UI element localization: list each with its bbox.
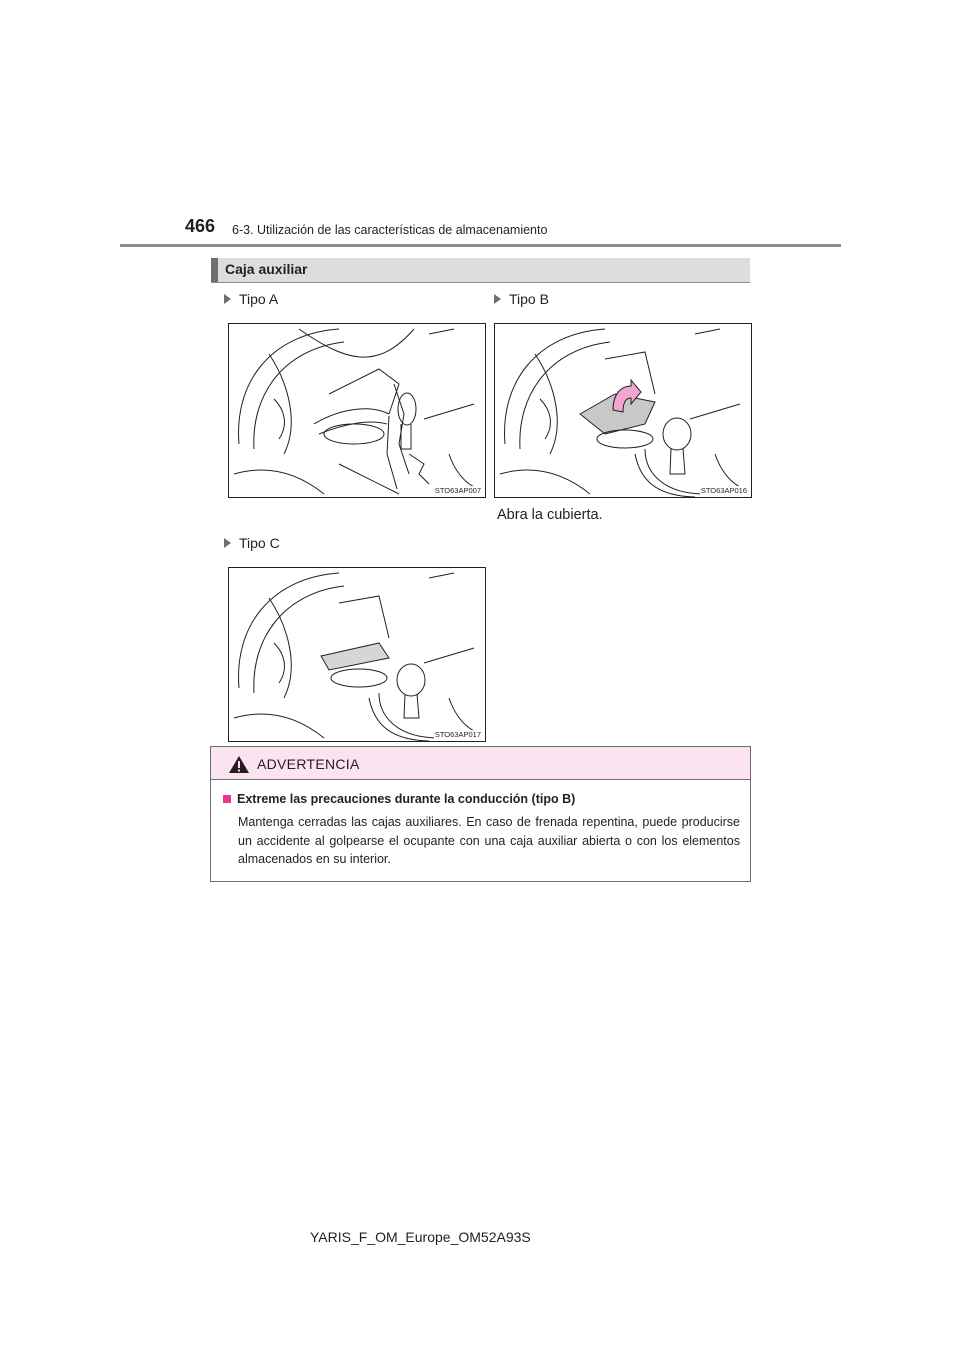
warning-title: ADVERTENCIA: [257, 756, 360, 772]
figure-caption: Abra la cubierta.: [497, 507, 603, 523]
figure-code: STO63AP016: [700, 486, 747, 495]
figure-tipo-a: [228, 323, 486, 498]
warning-box: [210, 746, 751, 882]
tipo-b-text: Tipo B: [509, 291, 549, 307]
section-title: 6-3. Utilización de las características de almacenamiento: [232, 223, 548, 237]
page-number: 466: [185, 216, 216, 236]
subsection-header: [211, 258, 750, 283]
warning-triangle-icon: [228, 755, 250, 774]
dashboard-illustration-a: [229, 324, 485, 497]
footer-doc-id: YARIS_F_OM_Europe_OM52A93S: [310, 1229, 531, 1245]
figure-code: STO63AP007: [434, 486, 481, 495]
warning-header: [211, 747, 750, 780]
pink-square-icon: [223, 795, 231, 803]
tipo-c-label: [224, 535, 280, 551]
warning-subtitle-text: Extreme las precauciones durante la conducción (tipo B): [237, 792, 576, 806]
dashboard-illustration-c: [229, 568, 485, 741]
warning-subtitle: [223, 792, 575, 806]
subsection-title: Caja auxiliar: [225, 261, 308, 277]
subsection-header-bar: [211, 258, 218, 282]
warning-text: Mantenga cerradas las cajas auxiliares. En caso de frenada repentina, puede producirse un accidente al golpearse el ocupante con una caja auxiliar abierta o con los elementos almacenados en su interior.: [238, 815, 740, 866]
triangle-bullet-icon: [224, 294, 231, 304]
tipo-c-text: Tipo C: [239, 535, 280, 551]
dashboard-illustration-b: [495, 324, 751, 497]
header-rule: [120, 244, 841, 247]
tipo-a-text: Tipo A: [239, 291, 279, 307]
figure-code: STO63AP017: [434, 730, 481, 739]
tipo-b-label: [494, 291, 549, 307]
tipo-a-label: [224, 291, 278, 307]
triangle-bullet-icon: [494, 294, 501, 304]
figure-tipo-c: [228, 567, 486, 742]
figure-tipo-b: [494, 323, 752, 498]
triangle-bullet-icon: [224, 538, 231, 548]
